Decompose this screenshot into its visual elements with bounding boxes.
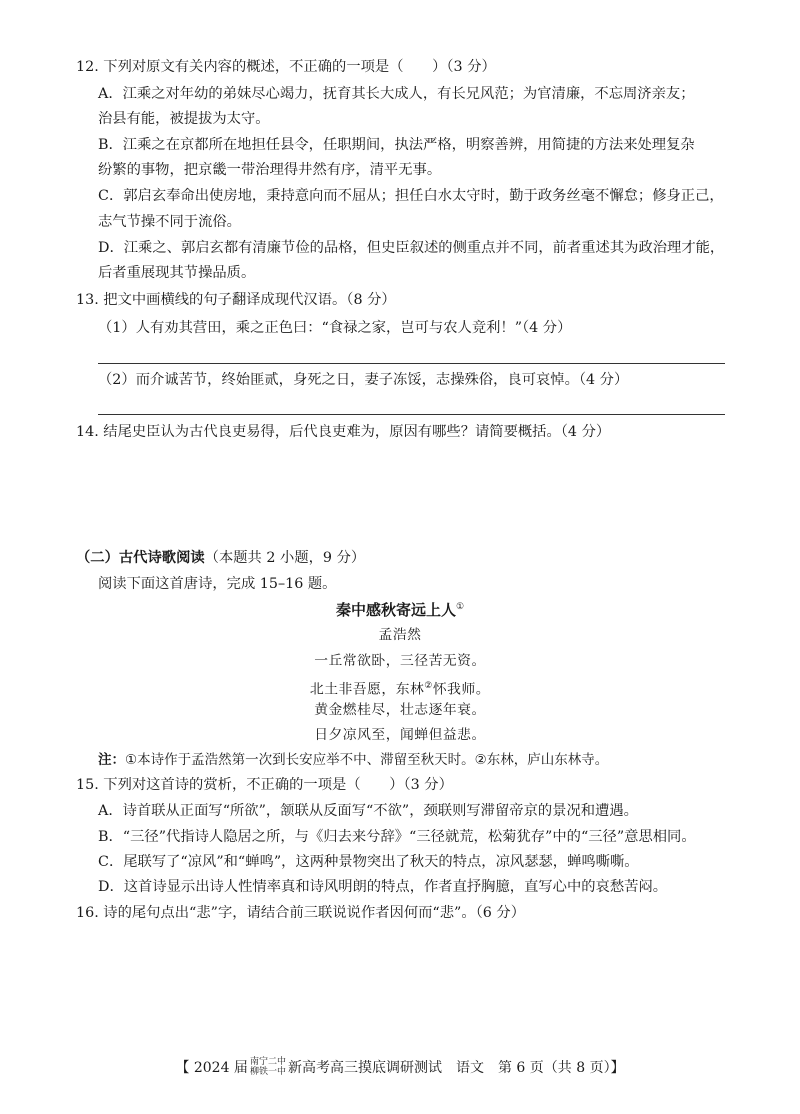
section-2-title: （二）古代诗歌阅读: [76, 550, 205, 566]
question-14-stem: 14. 结尾史臣认为古代良吏易得，后代良吏难为，原因有哪些？请简要概括。（4 分）: [76, 424, 611, 440]
q12-option-c-cont: 志气节操不同于流俗。: [98, 214, 241, 230]
question-13-stem: 13. 把文中画横线的句子翻译成现代汉语。（8 分）: [76, 292, 396, 308]
section-2-subtitle: （本题共 2 小题，9 分）: [204, 550, 366, 566]
q12-option-d: D．江乘之、郭启玄都有清廉节俭的品格，但史臣叙述的侧重点并不同，前者重述其为政治理才能，: [98, 240, 725, 256]
q12-option-a: A．江乘之对年幼的弟妹尽心竭力，抚育其长大成人，有长兄风范；为官清廉，不忘周济亲友；: [98, 86, 695, 102]
poem-title-footnote-mark: ①: [455, 602, 465, 612]
footer-schools: [250, 1057, 286, 1077]
poem-line-1: 一丘常欲卧，三径苦无资。: [314, 653, 486, 669]
q13-sentence-1: （1）人有劝其营田，乘之正色曰：“食禄之家，岂可与农人竞利！”（4 分）: [98, 320, 572, 336]
question-15-stem: 15. 下列对这首诗的赏析，不正确的一项是（ ）（3 分）: [76, 777, 453, 793]
poem-line-4: 日夕凉风至，闻蝉但益悲。: [314, 727, 486, 743]
poem-line-3: 黄金燃桂尽，壮志逐年衰。: [314, 702, 486, 718]
q15-option-d: D．这首诗显示出诗人性情率真和诗风明朗的特点，作者直抒胸臆，直写心中的哀愁苦闷。: [98, 879, 668, 895]
page-footer: [0, 1057, 800, 1077]
q12-option-b: B．江乘之在京都所在地担任县令，任职期间，执法严格，明察善辨，用简捷的方法来处理复杂: [98, 137, 695, 153]
poem-title-text: 秦中感秋寄远上人: [335, 601, 456, 619]
q12-option-a-cont: 治县有能，被提拔为太守。: [98, 111, 270, 127]
poem-note-text: ①本诗作于孟浩然第一次到长安应举不中、滞留至秋天时。②东林，庐山东林寺。: [125, 752, 609, 768]
q15-option-c: C．尾联写了“凉风”和“蝉鸣”，这两种景物突出了秋天的特点，凉风瑟瑟，蝉鸣嘶嘶。: [98, 854, 639, 870]
poem-author: 孟浩然: [378, 627, 422, 643]
footer-school-top: 南宁二中: [249, 1057, 286, 1067]
answer-line-1: [98, 363, 725, 364]
section-2-heading: [76, 548, 365, 568]
poem-line-2-b: 怀我师。: [432, 681, 491, 698]
poem-line-2-mark: ②: [424, 681, 433, 691]
q15-option-b: B．“三径”代指诗人隐居之所，与《归去来兮辞》“三径就荒，松菊犹存”中的“三径”意思相同。: [98, 829, 696, 845]
footer-year: 【 2024 届: [175, 1060, 248, 1076]
question-16-stem: 16. 诗的尾句点出“悲”字，请结合前三联说说作者因何而“悲”。（6 分）: [76, 905, 526, 921]
q12-option-c: C．郭启玄奉命出使房地，秉持意向而不屈从；担任白水太守时，勤于政务丝毫不懈怠；修身正己，: [98, 188, 724, 204]
answer-line-2: [98, 414, 725, 415]
poem-note-label: 注：: [98, 752, 125, 768]
poem-note: [98, 750, 608, 770]
q13-sentence-2: （2）而介诚苦节，终始匪贰，身死之日，妻子冻馁，志操殊俗，良可哀悼。（4 分）: [98, 372, 629, 388]
q12-option-b-cont: 纷繁的事物，把京畿一带治理得井然有序，清平无事。: [98, 162, 442, 178]
poem-line-2: [0, 676, 800, 700]
footer-exam-info: 新高考高三摸底调研测试 语文 第 6 页（共 8 页）】: [287, 1060, 625, 1076]
q15-option-a: A．诗首联从正面写“所欲”，颔联从反面写“不欲”，颈联则写滞留帝京的景况和遭遇。: [98, 803, 638, 819]
question-12-stem: 12. 下列对原文有关内容的概述，不正确的一项是（ ）（3 分）: [76, 59, 496, 75]
footer-school-bottom: 柳铁一中: [249, 1067, 286, 1077]
poem-title: [0, 600, 800, 620]
section-2-intro: 阅读下面这首唐诗，完成 15–16 题。: [98, 576, 337, 592]
poem-line-2-a: 北土非吾愿，东林: [309, 681, 425, 698]
q12-option-d-cont: 后者重展现其节操品质。: [98, 265, 256, 281]
